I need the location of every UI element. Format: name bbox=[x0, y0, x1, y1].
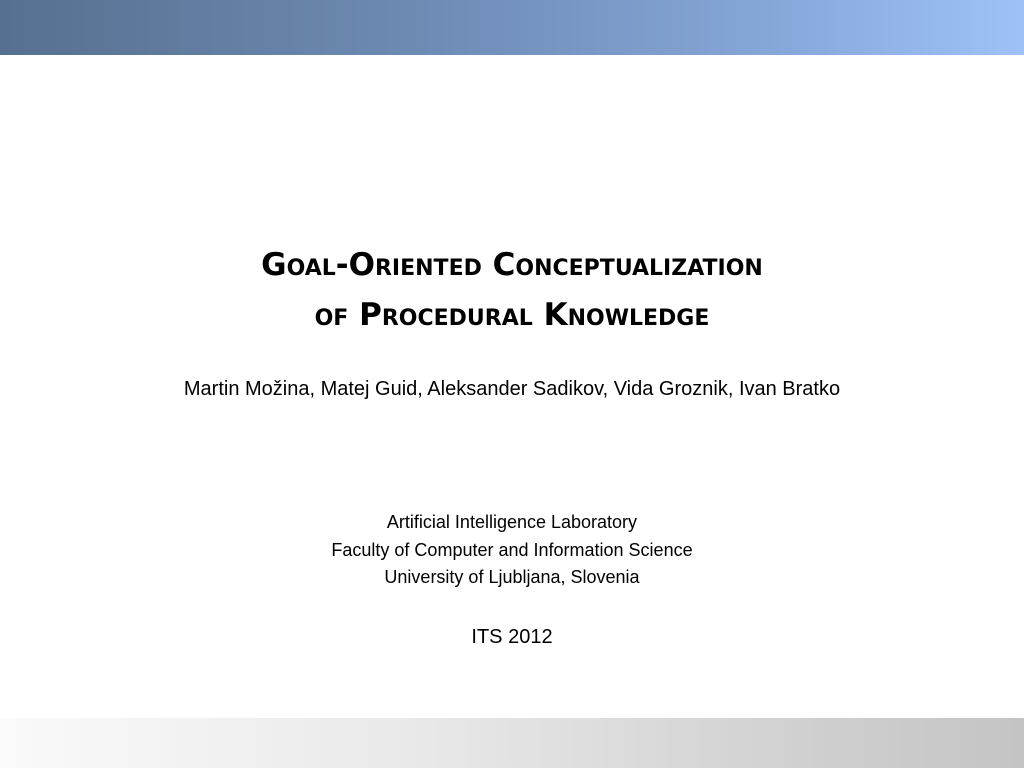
authors-line: Martin Možina, Matej Guid, Aleksander Sadikov, Vida Groznik, Ivan Bratko bbox=[183, 378, 841, 400]
slide-title bbox=[0, 240, 1024, 340]
conference-label: ITS 2012 bbox=[471, 626, 553, 648]
bottom-decorative-band bbox=[0, 718, 1024, 768]
affiliation-lab: Artificial Intelligence Laboratory bbox=[386, 512, 638, 532]
title-line-1: Goal-Oriented Conceptualization bbox=[261, 247, 763, 283]
affiliation-faculty: Faculty of Computer and Information Science bbox=[331, 539, 693, 560]
title-line-2: of Procedural Knowledge bbox=[314, 297, 710, 333]
affiliation-block bbox=[0, 509, 1024, 592]
affiliation-university: University of Ljubljana, Slovenia bbox=[384, 567, 640, 587]
top-decorative-band bbox=[0, 0, 1024, 55]
